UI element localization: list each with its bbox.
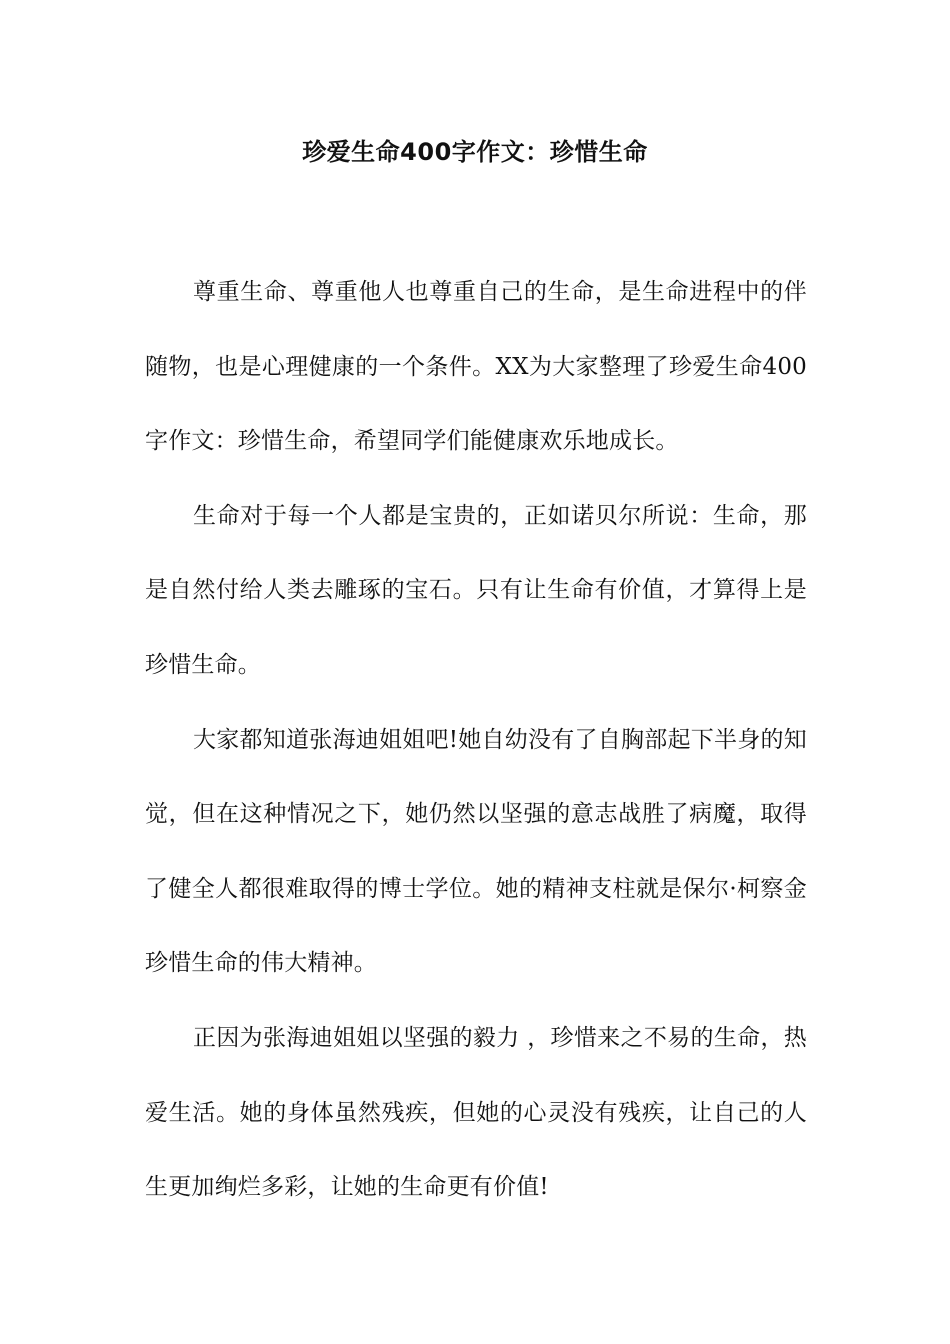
paragraph-1: 尊重生命、尊重他人也尊重自己的生命，是生命进程中的伴随物，也是心理健康的一个条件。XX为大家整理了珍爱生命400字作文：珍惜生命，希望同学们能健康欢乐地成长。 — [145, 279, 807, 455]
document-body — [145, 255, 807, 1225]
paragraph-2: 生命对于每一个人都是宝贵的，正如诺贝尔所说：生命，那是自然付给人类去雕琢的宝石。只有让生命有价值，才算得上是珍惜生命。 — [145, 502, 807, 678]
paragraph-4: 正因为张海迪姐姐以坚强的毅力 ，珍惜来之不易的生命，热爱生活。她的身体虽然残疾，但她的心灵没有残疾，让自己的人生更加绚烂多彩，让她的生命更有价值! — [145, 1024, 807, 1201]
paragraph-3: 大家都知道张海迪姐姐吧!她自幼没有了自胸部起下半身的知觉，但在这种情况之下，她仍然以坚强的意志战胜了病魔，取得了健全人都很难取得的博士学位。她的精神支柱就是保尔·柯察金珍惜生命的伟大精神。 — [145, 726, 807, 977]
document-title: 珍爱生命400字作文：珍惜生命 — [302, 138, 648, 166]
